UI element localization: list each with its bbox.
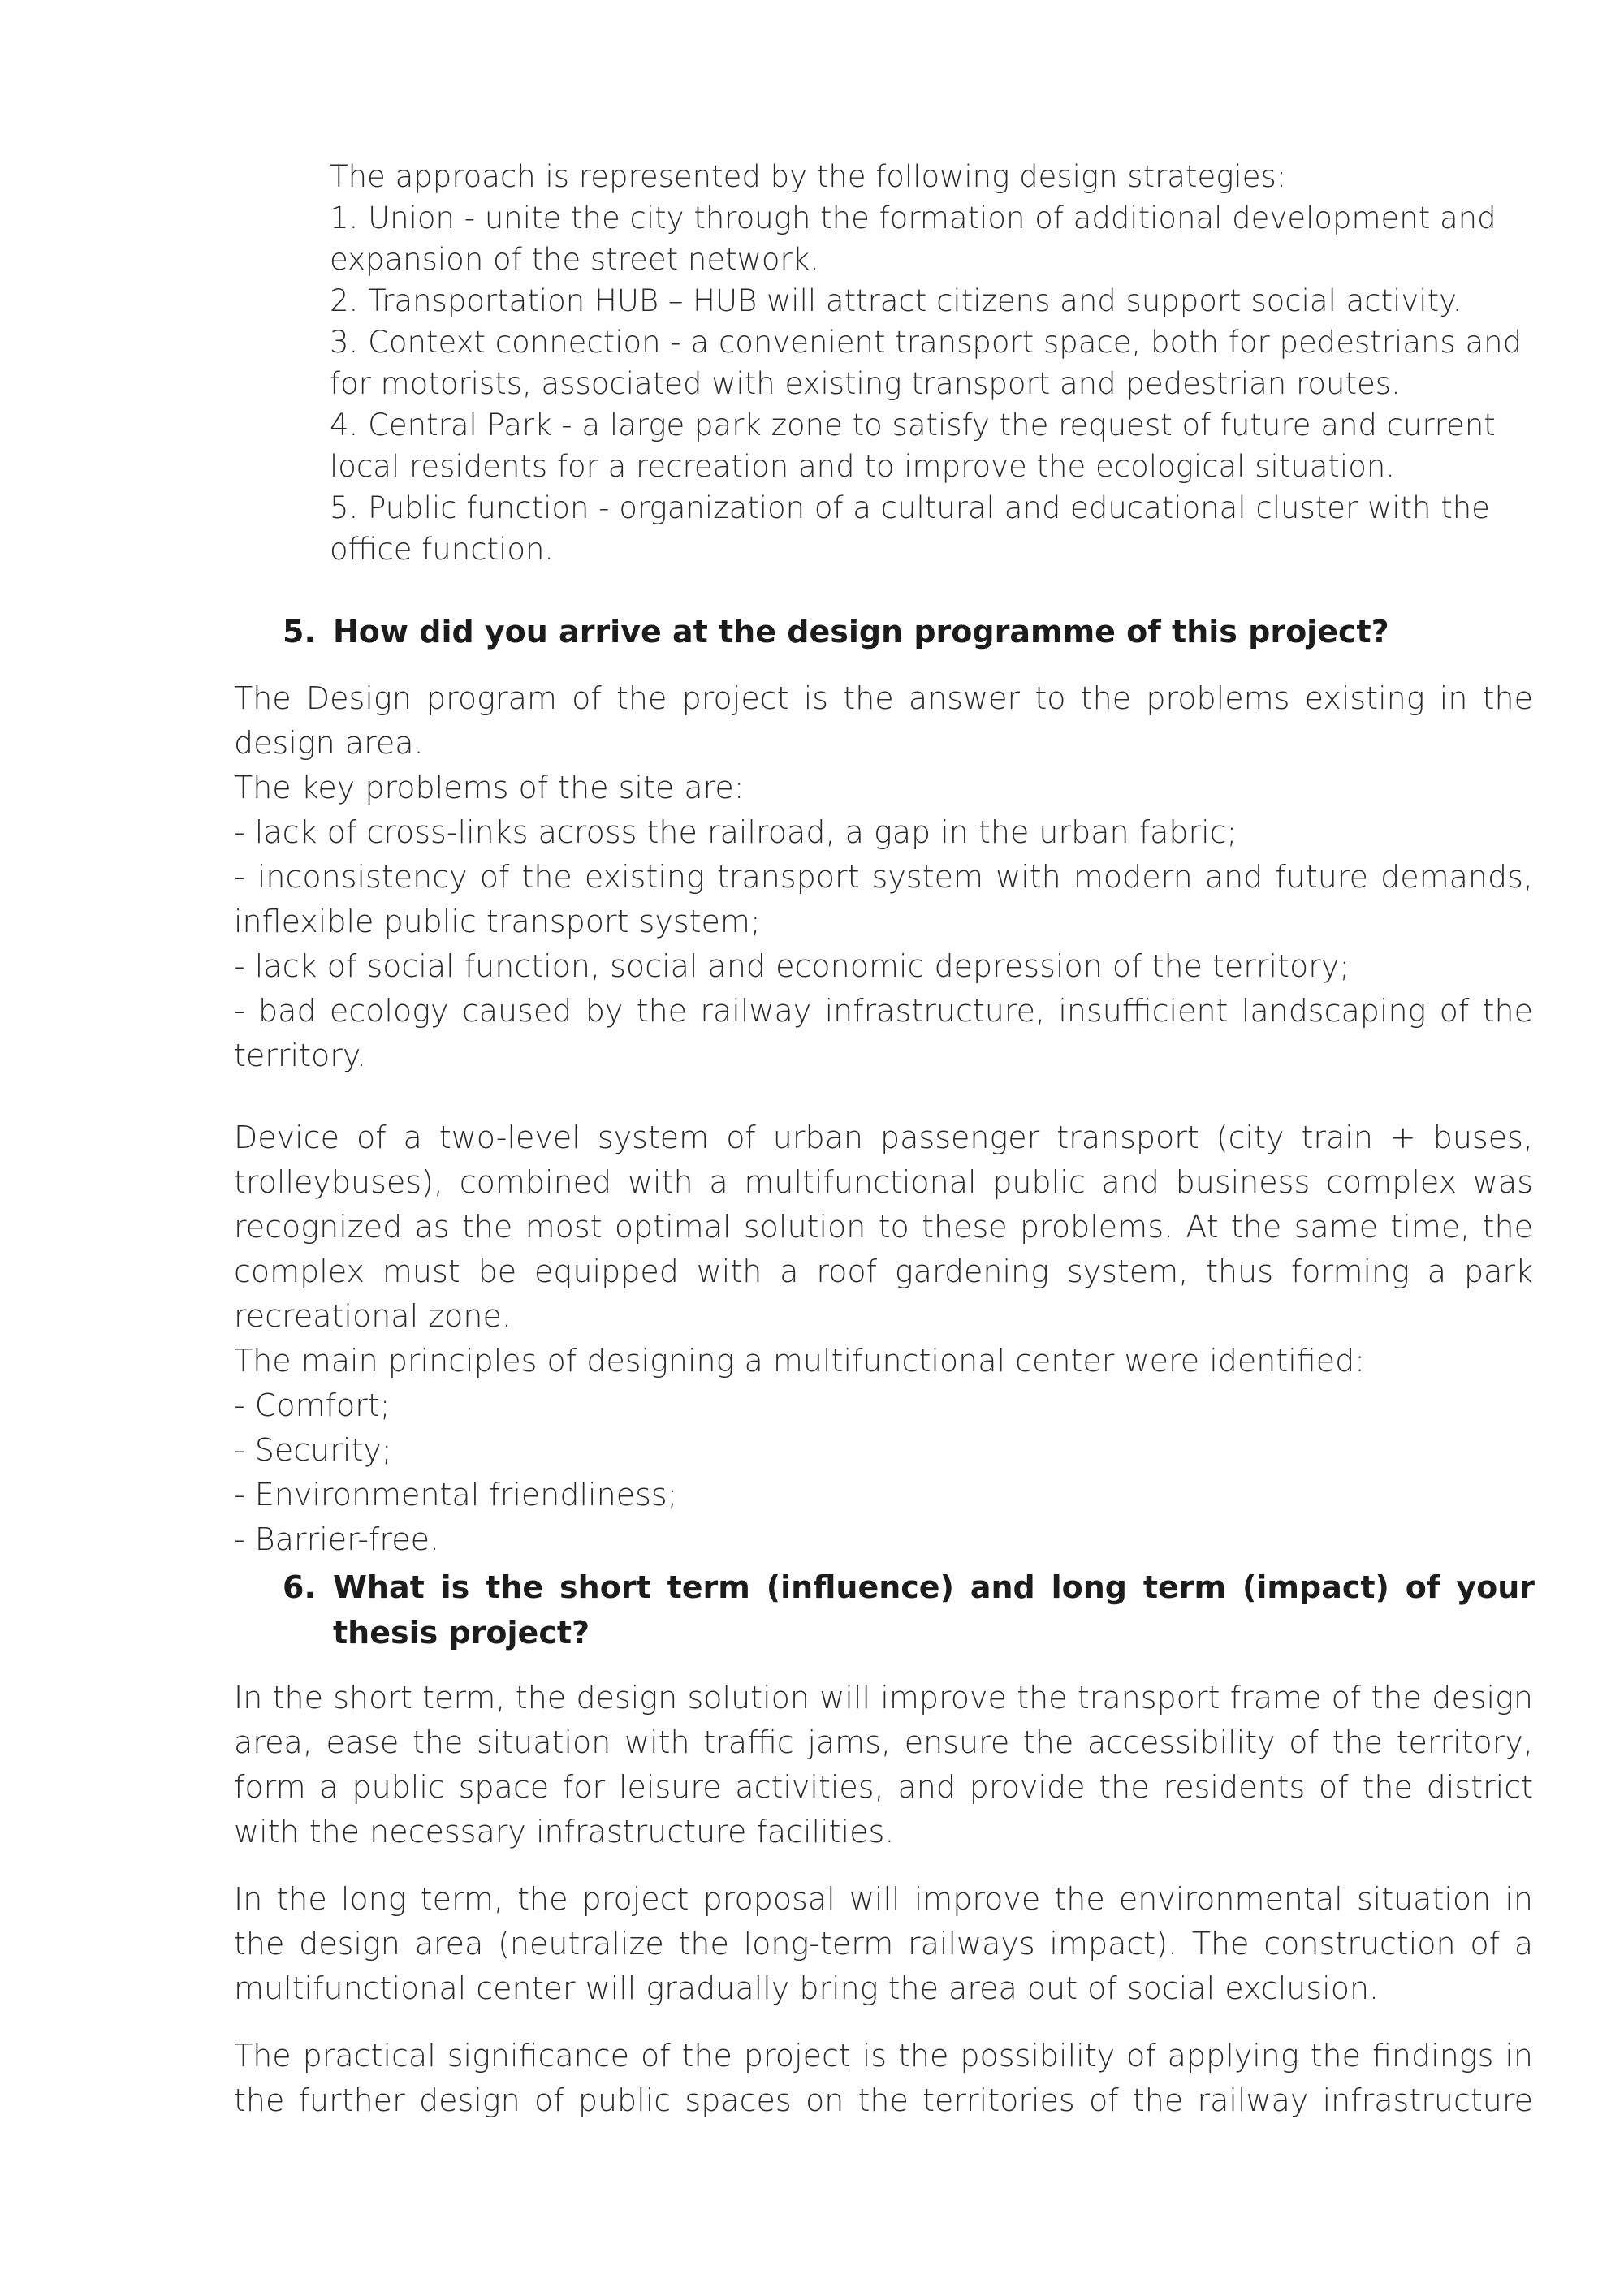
principles-intro: The main principles of designing a multifunctional center were identified: bbox=[234, 1343, 1366, 1379]
problem-item: - lack of social function, social and economic depression of the territory; bbox=[234, 948, 1350, 984]
strategy-item-public-function: 5. Public function - organization of a cultural and educational cluster with the office function. bbox=[330, 490, 1490, 567]
strategy-item-transportation-hub: 2. Transportation HUB – HUB will attract citizens and support social activity. bbox=[330, 283, 1462, 318]
problem-item: - inconsistency of the existing transport system with modern and future demands, inflexible public transport system; bbox=[234, 859, 1533, 939]
section-5-solution bbox=[234, 1116, 1533, 1562]
key-problems-intro: The key problems of the site are: bbox=[234, 770, 745, 805]
section-6-title: What is the short term (influence) and long term (impact) of your thesis project? bbox=[333, 1569, 1535, 1651]
principle-item: - Comfort; bbox=[234, 1388, 391, 1423]
strategies-intro: The approach is represented by the following design strategies: bbox=[330, 159, 1287, 194]
short-term-paragraph: In the short term, the design solution will improve the transport frame of the design area, ease the situation with traffic jams, ensure the accessibility of the territory, form a public space for leisure activities, and provide the residents of the district with the necessary infrastructure facilities. bbox=[234, 1680, 1533, 1849]
practical-significance-paragraph: The practical significance of the project is the possibility of applying the findings in the further design of public spaces on the territories of the railway infrastructure bbox=[234, 2038, 1533, 2118]
design-strategies-list bbox=[330, 156, 1523, 570]
section-5-number: 5. bbox=[283, 614, 316, 650]
design-program-paragraph: The Design program of the project is the answer to the problems existing in the design area. bbox=[234, 680, 1533, 761]
section-5-body bbox=[234, 676, 1533, 1078]
principle-item: - Security; bbox=[234, 1432, 392, 1468]
long-term-paragraph: In the long term, the project proposal will improve the environmental situation in the design area (neutralize the long-term railways impact). The construction of a multifunctional center will gradually bring the area out of social exclusion. bbox=[234, 1881, 1533, 2006]
solution-paragraph: Device of a two-level system of urban passenger transport (city train + buses, trolleybuses), combined with a multifunctional public and business complex was recognized as the most optimal solution to these problems. At the same time, the complex must be equipped with a roof gardening system, thus forming a park recreational zone. bbox=[234, 1120, 1533, 1334]
section-6-number: 6. bbox=[283, 1569, 316, 1605]
section-5-title: How did you arrive at the design programme of this project? bbox=[333, 614, 1389, 650]
problem-item: - lack of cross-links across the railroad, a gap in the urban fabric; bbox=[234, 814, 1237, 850]
problem-item: - bad ecology caused by the railway infrastructure, insufficient landscaping of the territory. bbox=[234, 993, 1533, 1073]
principle-item: - Environmental friendliness; bbox=[234, 1477, 678, 1513]
strategy-item-union: 1. Union - unite the city through the formation of additional development and expansion of the street network. bbox=[330, 201, 1497, 277]
strategy-item-context-connection: 3. Context connection - a convenient transport space, both for pedestrians and for motorists, associated with existing transport and pedestrian routes. bbox=[330, 325, 1522, 401]
principle-item: - Barrier-free. bbox=[234, 1521, 440, 1557]
strategy-item-central-park: 4. Central Park - a large park zone to satisfy the request of future and current local residents for a recreation and to improve the ecological situation. bbox=[330, 408, 1496, 484]
